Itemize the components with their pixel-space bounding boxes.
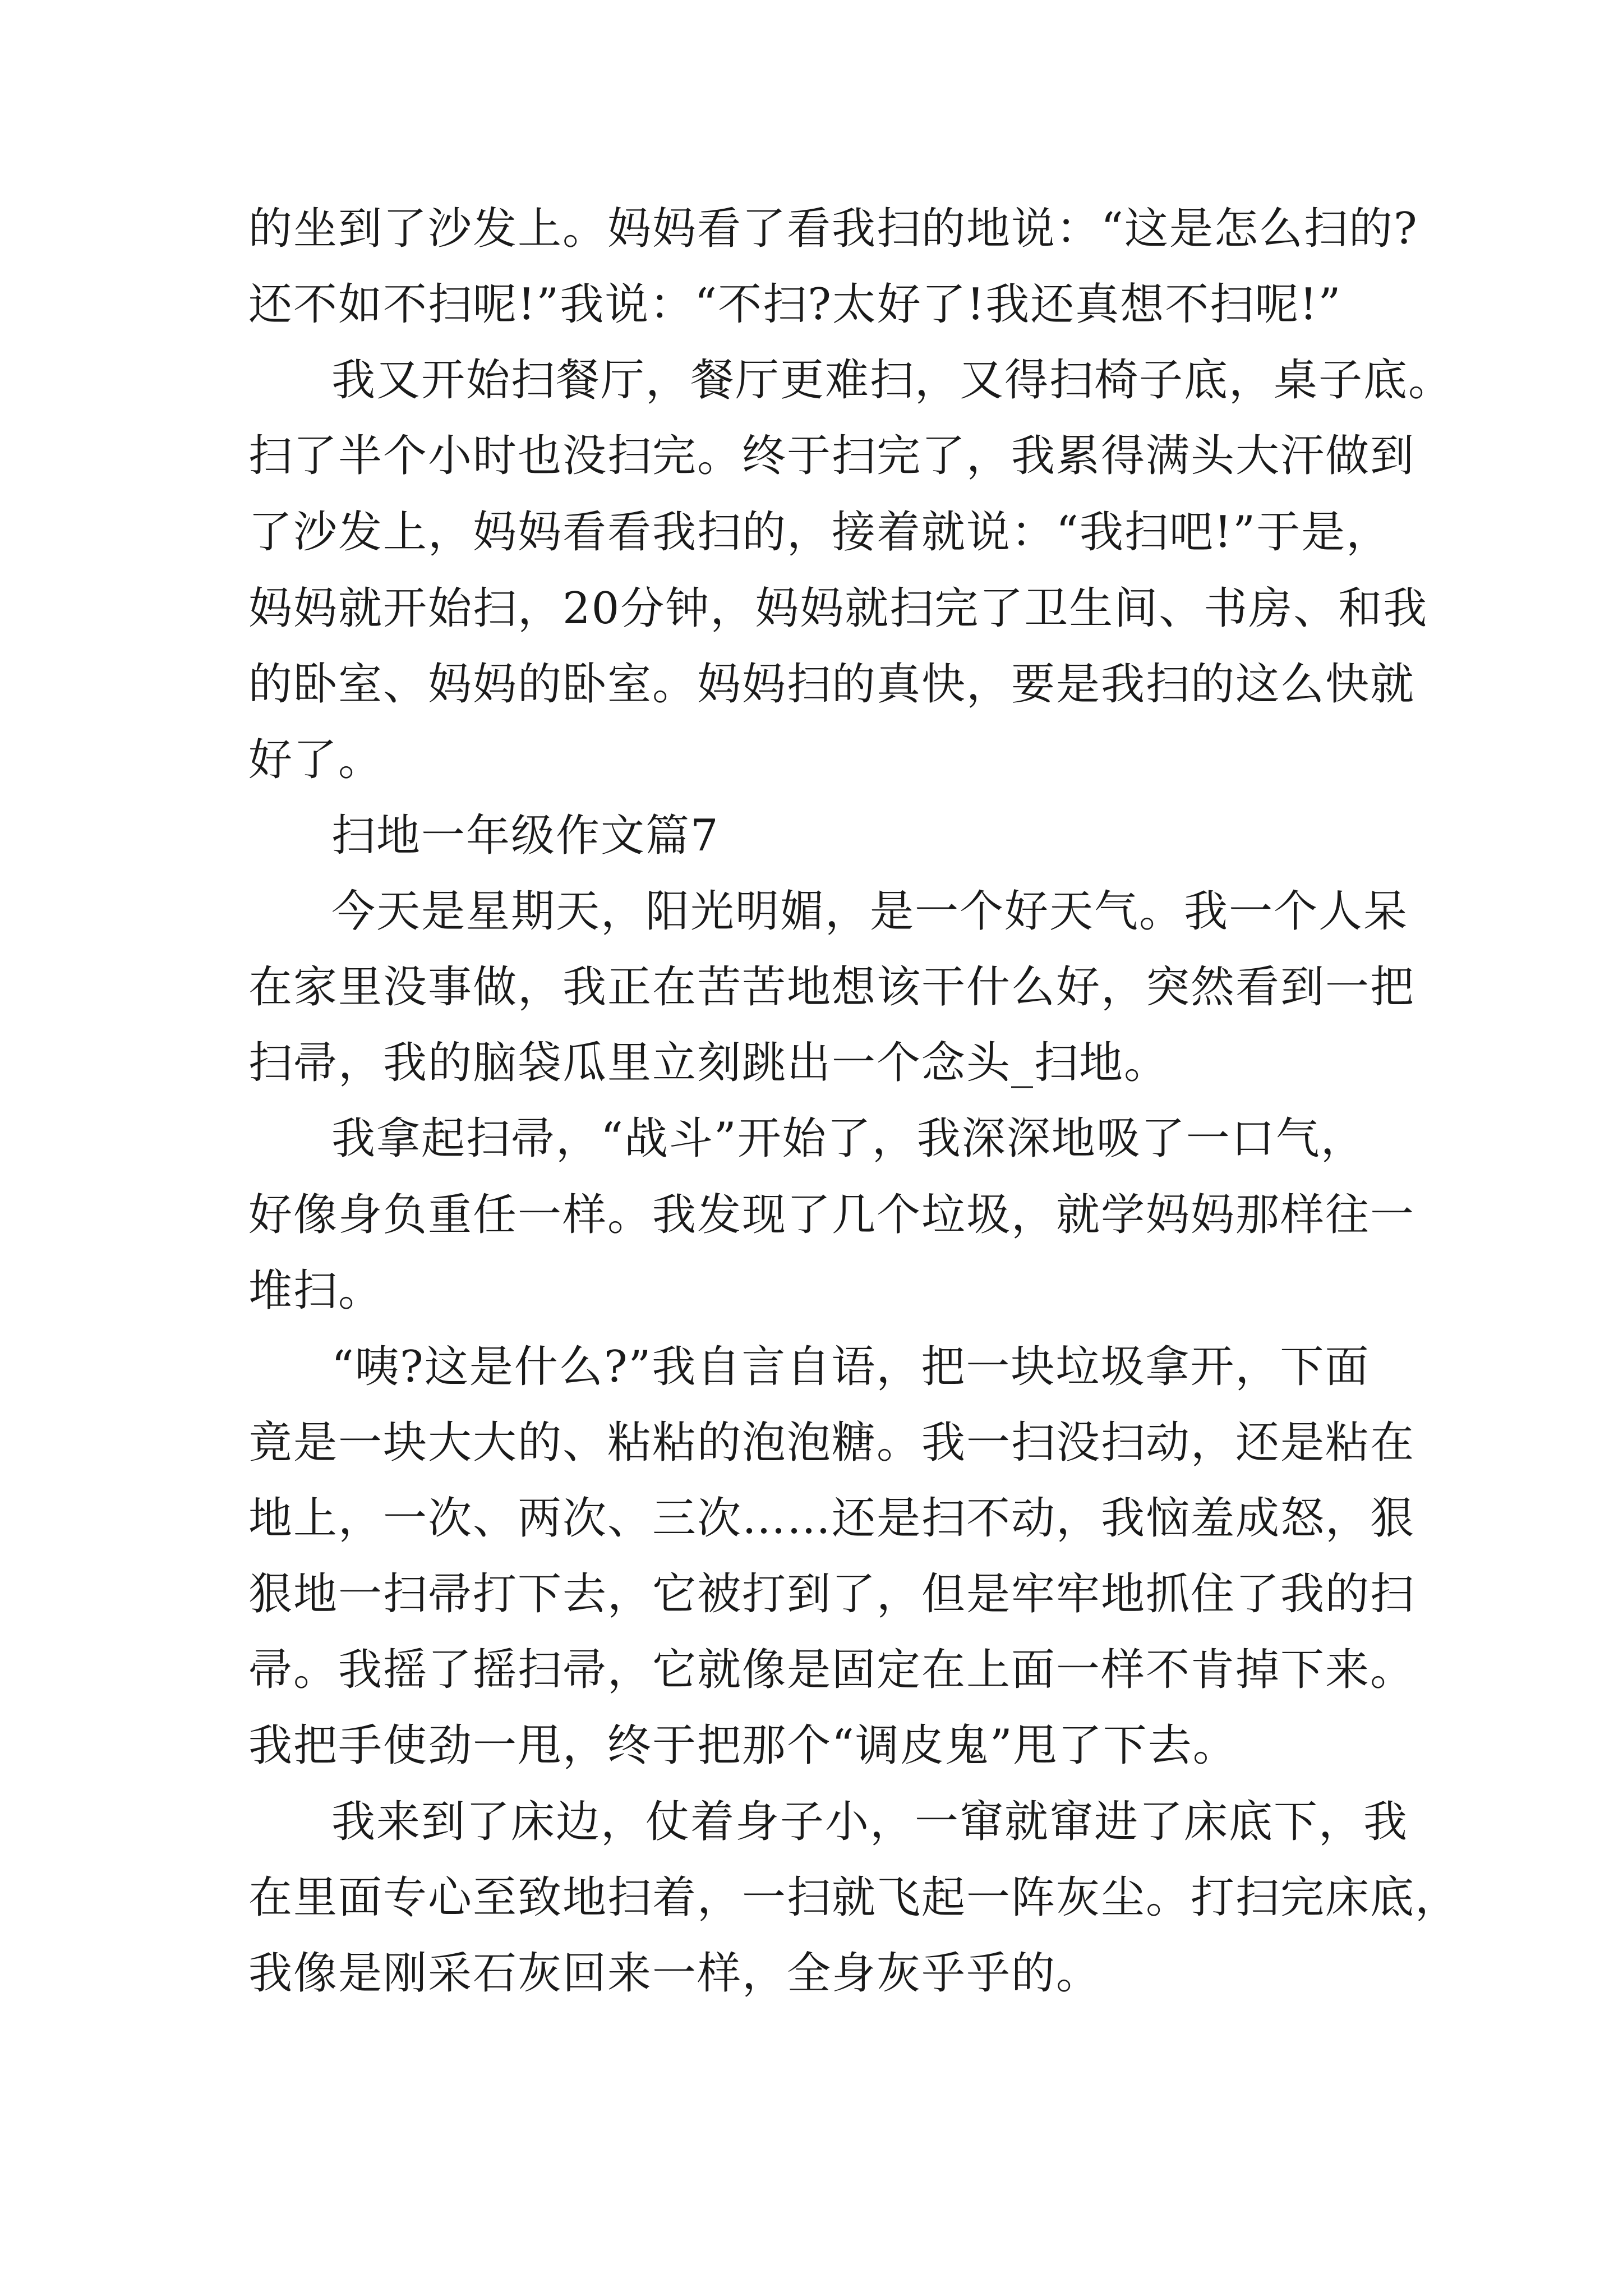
paragraph-line: 好像身负重任一样。我发现了几个垃圾，就学妈妈那样往一 <box>248 1190 1415 1240</box>
paragraph-line: 了沙发上，妈妈看看我扫的，接着就说：“我扫吧!”于是， <box>248 507 1391 558</box>
paragraph-line: 我来到了床边，仗着身子小，一窜就窜进了床底下，我 <box>331 1797 1409 1847</box>
paragraph-line: 我又开始扫餐厅，餐厅更难扫，又得扫椅子底，桌子底。 <box>331 355 1454 406</box>
paragraph-line: 好了。 <box>248 735 384 785</box>
paragraph-line: 扫了半个小时也没扫完。终于扫完了，我累得满头大汗做到 <box>248 431 1415 481</box>
paragraph-line: 在家里没事做，我正在苦苦地想该干什么好，突然看到一把 <box>248 962 1415 1013</box>
paragraph-line: 帚。我摇了摇扫帚，它就像是固定在上面一样不肯掉下来。 <box>248 1645 1415 1695</box>
paragraph-line: 在里面专心至致地扫着，一扫就飞起一阵灰尘。打扫完床底， <box>248 1872 1460 1923</box>
paragraph-line: 今天是星期天，阳光明媚，是一个好天气。我一个人呆 <box>331 886 1409 937</box>
section-heading: 扫地一年级作文篇7 <box>331 811 720 861</box>
paragraph-line: 竟是一块大大的、粘粘的泡泡糖。我一扫没扫动，还是粘在 <box>248 1418 1415 1468</box>
paragraph-line: 的坐到了沙发上。妈妈看了看我扫的地说：“这是怎么扫的? <box>248 204 1418 254</box>
paragraph-line: 堆扫。 <box>248 1266 384 1316</box>
paragraph-line: 我拿起扫帚，“战斗”开始了，我深深地吸了一口气， <box>331 1114 1366 1164</box>
paragraph-line: “咦?这是什么?”我自言自语，把一块垃圾拿开，下面 <box>331 1342 1370 1392</box>
paragraph-line: 我把手使劲一甩，终于把那个“调皮鬼”甩了下去。 <box>248 1720 1238 1771</box>
paragraph-line: 狠地一扫帚打下去，它被打到了，但是牢牢地抓住了我的扫 <box>248 1569 1415 1619</box>
paragraph-line: 还不如不扫呢!”我说：“不扫?太好了!我还真想不扫呢!” <box>248 279 1342 330</box>
paragraph-line: 我像是刚采石灰回来一样，全身灰乎乎的。 <box>248 1948 1101 1999</box>
paragraph-line: 扫帚，我的脑袋瓜里立刻跳出一个念头_扫地。 <box>248 1038 1169 1088</box>
paragraph-line: 地上，一次、两次、三次……还是扫不动，我恼羞成怒，狠 <box>248 1493 1415 1544</box>
paragraph-line: 妈妈就开始扫，20分钟，妈妈就扫完了卫生间、书房、和我 <box>248 583 1428 634</box>
paragraph-line: 的卧室、妈妈的卧室。妈妈扫的真快，要是我扫的这么快就 <box>248 659 1415 710</box>
